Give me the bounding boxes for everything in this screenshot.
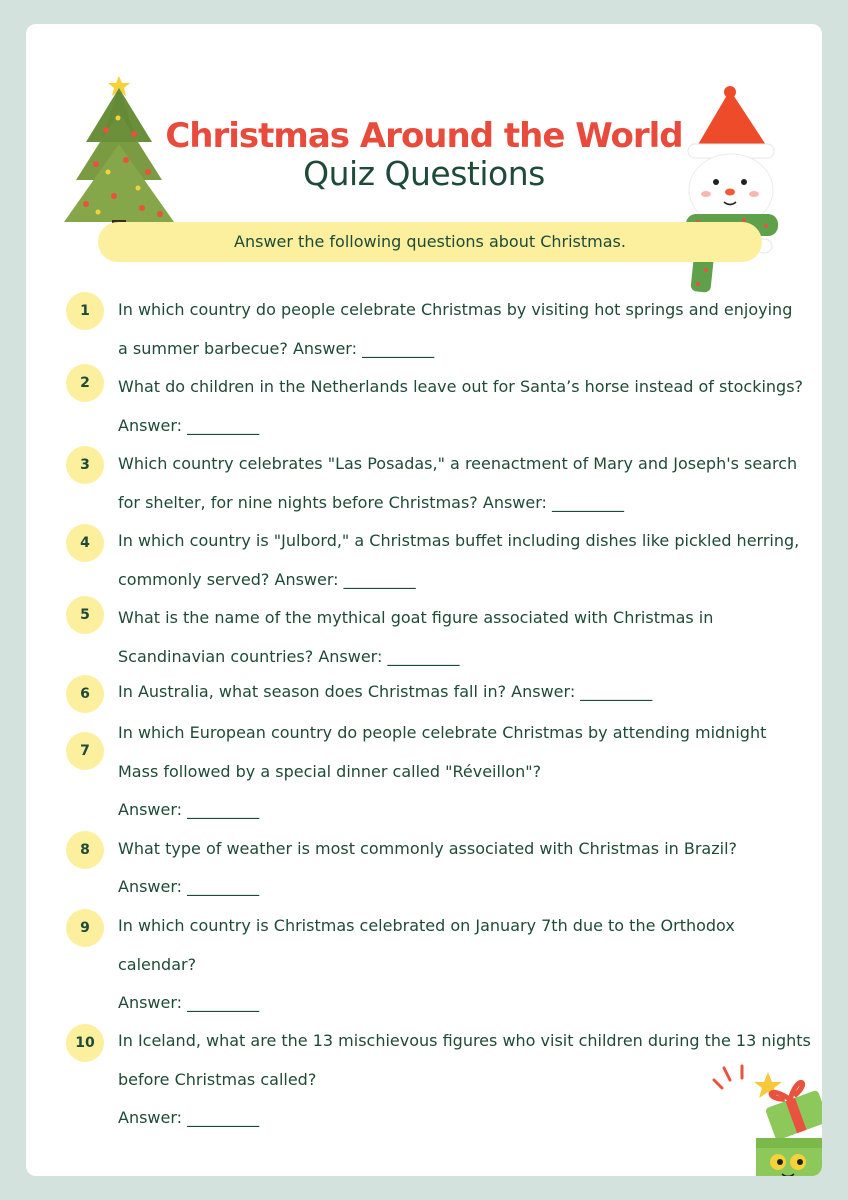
question-text-line: Answer: _________	[118, 1108, 260, 1127]
gift-box-icon	[712, 1058, 822, 1176]
question-text-line: before Christmas called?	[118, 1070, 317, 1089]
question-number-badge: 10	[66, 1024, 104, 1062]
question-list	[26, 24, 822, 1176]
page-title: Christmas Around the World	[165, 116, 683, 156]
question-text-line: Which country celebrates "Las Posadas," a reenactment of Mary and Joseph's search	[118, 454, 798, 473]
question-number-badge: 8	[66, 831, 104, 869]
question-text-line: What type of weather is most commonly associated with Christmas in Brazil?	[118, 839, 738, 858]
question-text-line: In which country is "Julbord," a Christmas buffet including dishes like pickled herring,	[118, 531, 800, 550]
question-text-line: In Australia, what season does Christmas fall in? Answer: _________	[118, 682, 653, 701]
question-number-badge: 9	[66, 909, 104, 947]
question-number-badge: 2	[66, 364, 104, 402]
question-text-line: a summer barbecue? Answer: _________	[118, 339, 435, 358]
question-text-line: for shelter, for nine nights before Christmas? Answer: _________	[118, 493, 624, 512]
question-text-line: Mass followed by a special dinner called "Réveillon"?	[118, 762, 542, 781]
question-text-line: In Iceland, what are the 13 mischievous figures who visit children during the 13 nights	[118, 1031, 811, 1050]
question-text-line: What is the name of the mythical goat figure associated with Christmas in	[118, 608, 714, 627]
question-text-line: In which country is Christmas celebrated on January 7th due to the Orthodox	[118, 916, 735, 935]
question-number-badge: 3	[66, 446, 104, 484]
question-text-line: In which European country do people celebrate Christmas by attending midnight	[118, 723, 767, 742]
question-text-line: Answer: _________	[118, 416, 260, 435]
question-number-badge: 4	[66, 524, 104, 562]
question-text-line: Answer: _________	[118, 877, 260, 896]
question-number-badge: 7	[66, 732, 104, 770]
worksheet	[26, 24, 822, 1176]
question-number-badge: 6	[66, 675, 104, 713]
question-text-line: What do children in the Netherlands leave out for Santa’s horse instead of stockings?	[118, 377, 804, 396]
question-number-badge: 5	[66, 596, 104, 634]
question-text-line: commonly served? Answer: _________	[118, 570, 416, 589]
page-subtitle: Quiz Questions	[303, 154, 545, 193]
question-text-line: Answer: _________	[118, 993, 260, 1012]
question-text-line: Scandinavian countries? Answer: _________	[118, 647, 460, 666]
question-text-line: calendar?	[118, 955, 197, 974]
question-text-line: In which country do people celebrate Christmas by visiting hot springs and enjoying	[118, 300, 793, 319]
question-number-badge: 1	[66, 292, 104, 330]
question-text-line: Answer: _________	[118, 800, 260, 819]
instructions-banner: Answer the following questions about Christmas.	[98, 222, 762, 262]
